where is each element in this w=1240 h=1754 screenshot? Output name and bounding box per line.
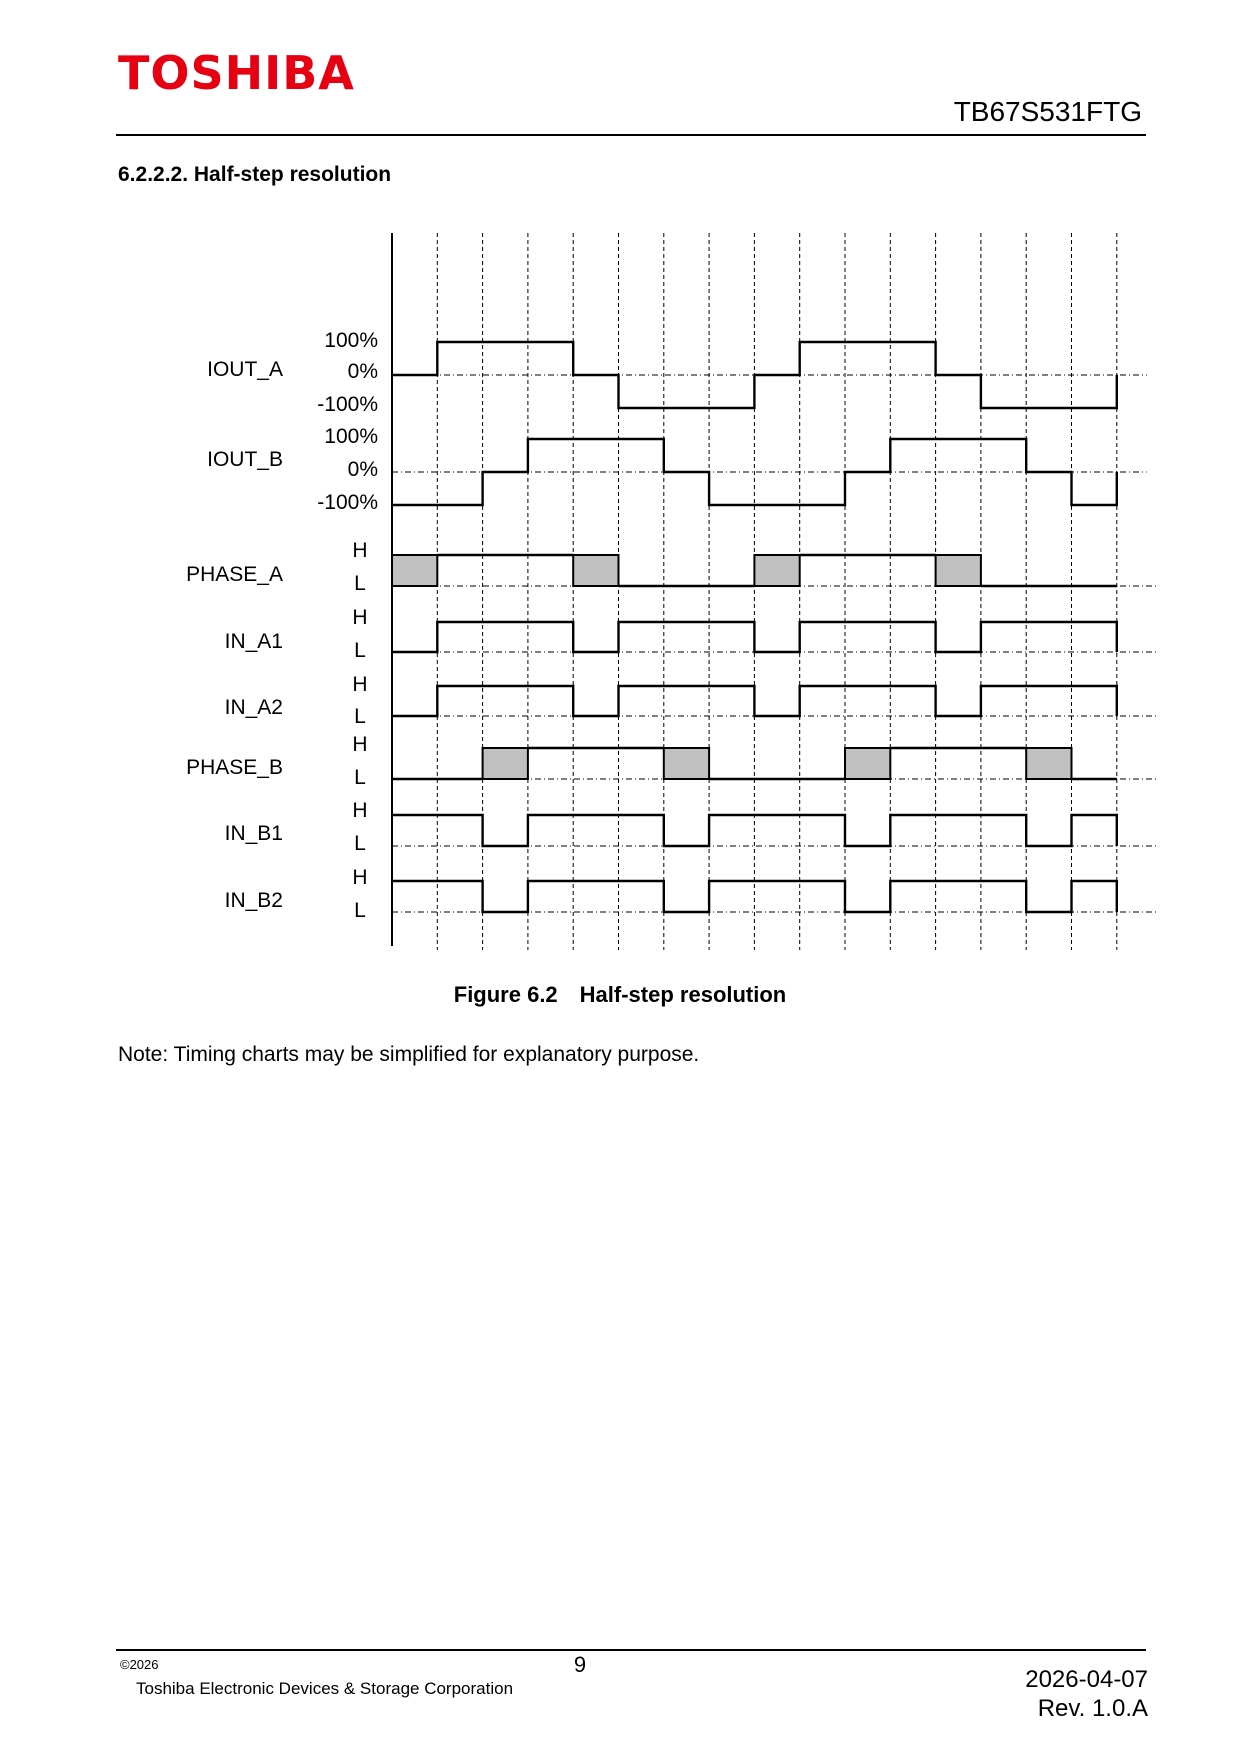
level-label: H [352, 733, 368, 756]
copyright: ©2026 [120, 1657, 159, 1672]
signal-name: IN_B1 [224, 822, 283, 845]
level-label: 0% [347, 458, 378, 481]
level-label: H [352, 539, 368, 562]
timing-chart [0, 230, 1240, 960]
level-label: 100% [324, 425, 378, 448]
undefined-state-block [936, 555, 981, 586]
level-label: H [352, 866, 368, 889]
undefined-state-block [483, 748, 528, 779]
note-text: Note: Timing charts may be simplified for explanatory purpose. [118, 1043, 700, 1066]
level-label: L [354, 899, 366, 922]
undefined-state-block [845, 748, 890, 779]
level-label: L [354, 639, 366, 662]
footer-divider [116, 1649, 1146, 1651]
document-revision: Rev. 1.0.A [1037, 1695, 1148, 1722]
level-label: H [352, 799, 368, 822]
signal-name: IN_A2 [224, 696, 283, 719]
signal-name: PHASE_B [186, 756, 283, 779]
signal-name: PHASE_A [186, 563, 283, 586]
level-label: L [354, 705, 366, 728]
document-date: 2026-04-07 [1025, 1666, 1148, 1693]
undefined-state-block [1026, 748, 1071, 779]
undefined-state-block [392, 555, 437, 586]
figure-caption [0, 984, 1240, 1006]
company-name: Toshiba Electronic Devices & Storage Corporation [136, 1679, 514, 1698]
signal-name: IOUT_A [207, 358, 283, 381]
toshiba-logo: TOSHIBA [118, 46, 355, 100]
level-label: L [354, 766, 366, 789]
header-divider [116, 134, 1146, 136]
level-label: 0% [347, 360, 378, 383]
level-label: -100% [317, 393, 378, 416]
level-label: -100% [317, 491, 378, 514]
signal-name: IN_B2 [224, 889, 283, 912]
level-label: L [354, 572, 366, 595]
undefined-state-block [664, 748, 709, 779]
section-title: 6.2.2.2. Half-step resolution [118, 163, 392, 186]
level-label: L [354, 832, 366, 855]
figure-number: Figure 6.2 [453, 982, 558, 1007]
signal-name: IN_A1 [224, 630, 283, 653]
signal-name: IOUT_B [207, 448, 283, 471]
part-number: TB67S531FTG [953, 96, 1142, 127]
level-label: H [352, 606, 368, 629]
page-number: 9 [573, 1652, 587, 1677]
undefined-state-block [754, 555, 799, 586]
logic-waveform [392, 686, 1117, 716]
level-label: 100% [324, 329, 378, 352]
figure-title: Half-step resolution [579, 982, 787, 1007]
logic-waveform [392, 622, 1117, 652]
level-label: H [352, 673, 368, 696]
undefined-state-block [573, 555, 618, 586]
